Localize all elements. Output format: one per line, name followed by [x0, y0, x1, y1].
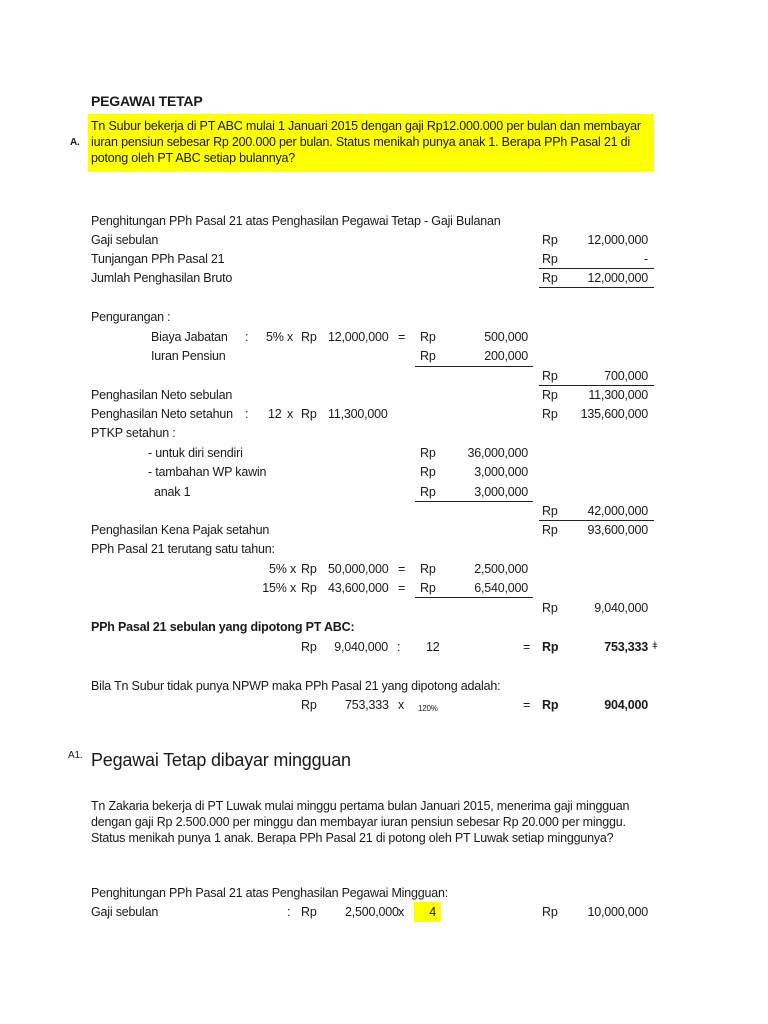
row-label-pengurangan: Pengurangan : — [91, 310, 171, 324]
row-label-pph-sebulan: PPh Pasal 21 sebulan yang dipotong PT ABC: — [91, 620, 355, 634]
times: x — [398, 905, 405, 919]
calc-title-a1: Penghitungan PPh Pasal 21 atas Penghasilan Pegawai Mingguan: — [91, 886, 449, 900]
row-label-gaji-mingguan: Gaji sebulan — [91, 905, 159, 919]
value-tunjangan: - — [644, 252, 648, 266]
value-neto-setahun: 135,600,000 — [580, 407, 648, 421]
base-neto-setahun: 11,300,000 — [328, 407, 388, 421]
value-ptkp-kawin: 3,000,000 — [474, 465, 528, 479]
currency-label: Rp — [542, 407, 558, 421]
currency-label: Rp — [301, 905, 317, 919]
row-label-ptkp-kawin: - tambahan WP kawin — [148, 465, 267, 479]
row-label-bruto: Jumlah Penghasilan Bruto — [91, 271, 233, 285]
currency-label: Rp — [301, 698, 317, 712]
section-heading-pegawai-tetap: PEGAWAI TETAP — [91, 93, 203, 109]
npwp-pct: 120% — [418, 704, 438, 713]
currency-label: Rp — [542, 640, 559, 654]
currency-label: Rp — [301, 562, 317, 576]
equals: = — [523, 698, 531, 712]
currency-label: Rp — [542, 504, 558, 518]
sum-underline — [415, 501, 533, 502]
value-gaji-mingguan: 10,000,000 — [587, 905, 648, 919]
currency-label: Rp — [420, 465, 436, 479]
value-pkp: 93,600,000 — [587, 523, 648, 537]
sum-underline — [415, 597, 533, 598]
value-biaya-jabatan: 500,000 — [484, 330, 528, 344]
question-text-a: Tn Subur bekerja di PT ABC mulai 1 Januari 2015 dengan gaji Rp12.000.000 per bulan dan membayar iuran pensiun sebesar Rp 200.000 per bulan. Status menikah punya anak 1. Berapa PPh Pasal 21 di potong oleh PT ABC setiap bulannya? — [91, 119, 641, 165]
rounding-mark: ǂ — [652, 641, 658, 652]
equals: = — [398, 330, 406, 344]
row-label-ptkp-anak: anak 1 — [154, 485, 191, 499]
tarif2-pct: 15% x — [262, 581, 296, 595]
sum-underline — [539, 268, 654, 269]
value-ptkp-anak: 3,000,000 — [474, 485, 528, 499]
row-label-ptkp-diri: - untuk diri sendiri — [148, 446, 243, 460]
multiplier-12: 12 — [268, 407, 282, 421]
section-marker-a: A. — [70, 137, 80, 148]
value-ptkp-diri: 36,000,000 — [467, 446, 528, 460]
value-total-pengurangan: 700,000 — [604, 369, 648, 383]
sebulan-months: 12 — [426, 640, 440, 654]
value-iuran-pensiun: 200,000 — [484, 349, 528, 363]
equals: = — [523, 640, 531, 654]
question-text-a1: Tn Zakaria bekerja di PT Luwak mulai minggu pertama bulan Januari 2015, menerima gaji mingguan dengan gaji Rp 2.500.000 per minggu dan membayar iuran pensiun sebesar Rp 20.000 per minggu. Status menikah punya 1 anak. Berapa PPh Pasal 21 di potong oleh PT Luwak setiap minggunya? — [91, 799, 630, 845]
colon: : — [287, 905, 291, 919]
currency-label: Rp — [542, 388, 558, 402]
sum-underline — [415, 366, 533, 367]
currency-label: Rp — [301, 407, 317, 421]
section-heading-mingguan: Pegawai Tetap dibayar mingguan — [91, 750, 351, 770]
currency-label: Rp — [542, 271, 558, 285]
currency-label: Rp — [420, 330, 436, 344]
npwp-base: 753,333 — [345, 698, 389, 712]
currency-label: Rp — [542, 233, 558, 247]
tarif1-value: 2,500,000 — [474, 562, 528, 576]
row-label-neto-setahun: Penghasilan Neto setahun — [91, 407, 233, 421]
value-neto-sebulan: 11,300,000 — [588, 388, 648, 402]
value-gaji-sebulan: 12,000,000 — [587, 233, 648, 247]
currency-label: Rp — [542, 252, 558, 266]
sum-underline — [539, 287, 654, 288]
sum-underline — [539, 385, 654, 386]
row-label-pkp: Penghasilan Kena Pajak setahun — [91, 523, 270, 537]
calc-title-a: Penghitungan PPh Pasal 21 atas Penghasilan Pegawai Tetap - Gaji Bulanan — [91, 214, 501, 228]
currency-label: Rp — [301, 330, 317, 344]
section-marker-a1: A1. — [68, 750, 83, 761]
currency-label: Rp — [420, 349, 436, 363]
row-label-tunjangan: Tunjangan PPh Pasal 21 — [91, 252, 225, 266]
value-bruto: 12,000,000 — [587, 271, 648, 285]
row-label-terutang: PPh Pasal 21 terutang satu tahun: — [91, 542, 275, 556]
times: x — [287, 407, 294, 421]
weeks-input-cell[interactable]: 4 — [429, 905, 436, 919]
currency-label: Rp — [420, 446, 436, 460]
row-label-iuran-pensiun: Iuran Pensiun — [151, 349, 226, 363]
value-terutang-total: 9,040,000 — [594, 601, 648, 615]
currency-label: Rp — [420, 562, 436, 576]
row-label-biaya-jabatan: Biaya Jabatan — [151, 330, 228, 344]
times: x — [398, 698, 405, 712]
tarif1-pct: 5% x — [269, 562, 296, 576]
currency-label: Rp — [542, 601, 558, 615]
equals: = — [398, 581, 406, 595]
colon: : — [245, 407, 249, 421]
tarif2-base: 43,600,000 — [328, 581, 389, 595]
colon: : — [245, 330, 249, 344]
gaji-mingguan-base: 2,500,000 — [345, 905, 399, 919]
currency-label: Rp — [542, 369, 558, 383]
currency-label: Rp — [542, 698, 559, 712]
sum-underline — [539, 520, 654, 521]
value-ptkp-total: 42,000,000 — [587, 504, 648, 518]
pct-biaya-jabatan: 5% x — [266, 330, 293, 344]
divide-colon: : — [397, 640, 401, 654]
currency-label: Rp — [420, 581, 436, 595]
currency-label: Rp — [301, 581, 317, 595]
currency-label: Rp — [542, 905, 558, 919]
currency-label: Rp — [420, 485, 436, 499]
row-label-neto-sebulan: Penghasilan Neto sebulan — [91, 388, 233, 402]
tarif2-value: 6,540,000 — [474, 581, 528, 595]
row-label-gaji-sebulan: Gaji sebulan — [91, 233, 159, 247]
tarif1-base: 50,000,000 — [328, 562, 389, 576]
value-pph-sebulan: 753,333 — [604, 640, 648, 654]
currency-label: Rp — [301, 640, 317, 654]
currency-label: Rp — [542, 523, 558, 537]
row-label-npwp: Bila Tn Subur tidak punya NPWP maka PPh Pasal 21 yang dipotong adalah: — [91, 679, 501, 693]
value-npwp: 904,000 — [604, 698, 648, 712]
base-biaya-jabatan: 12,000,000 — [328, 330, 389, 344]
row-label-ptkp: PTKP setahun : — [91, 426, 176, 440]
equals: = — [398, 562, 406, 576]
sebulan-base: 9,040,000 — [334, 640, 388, 654]
